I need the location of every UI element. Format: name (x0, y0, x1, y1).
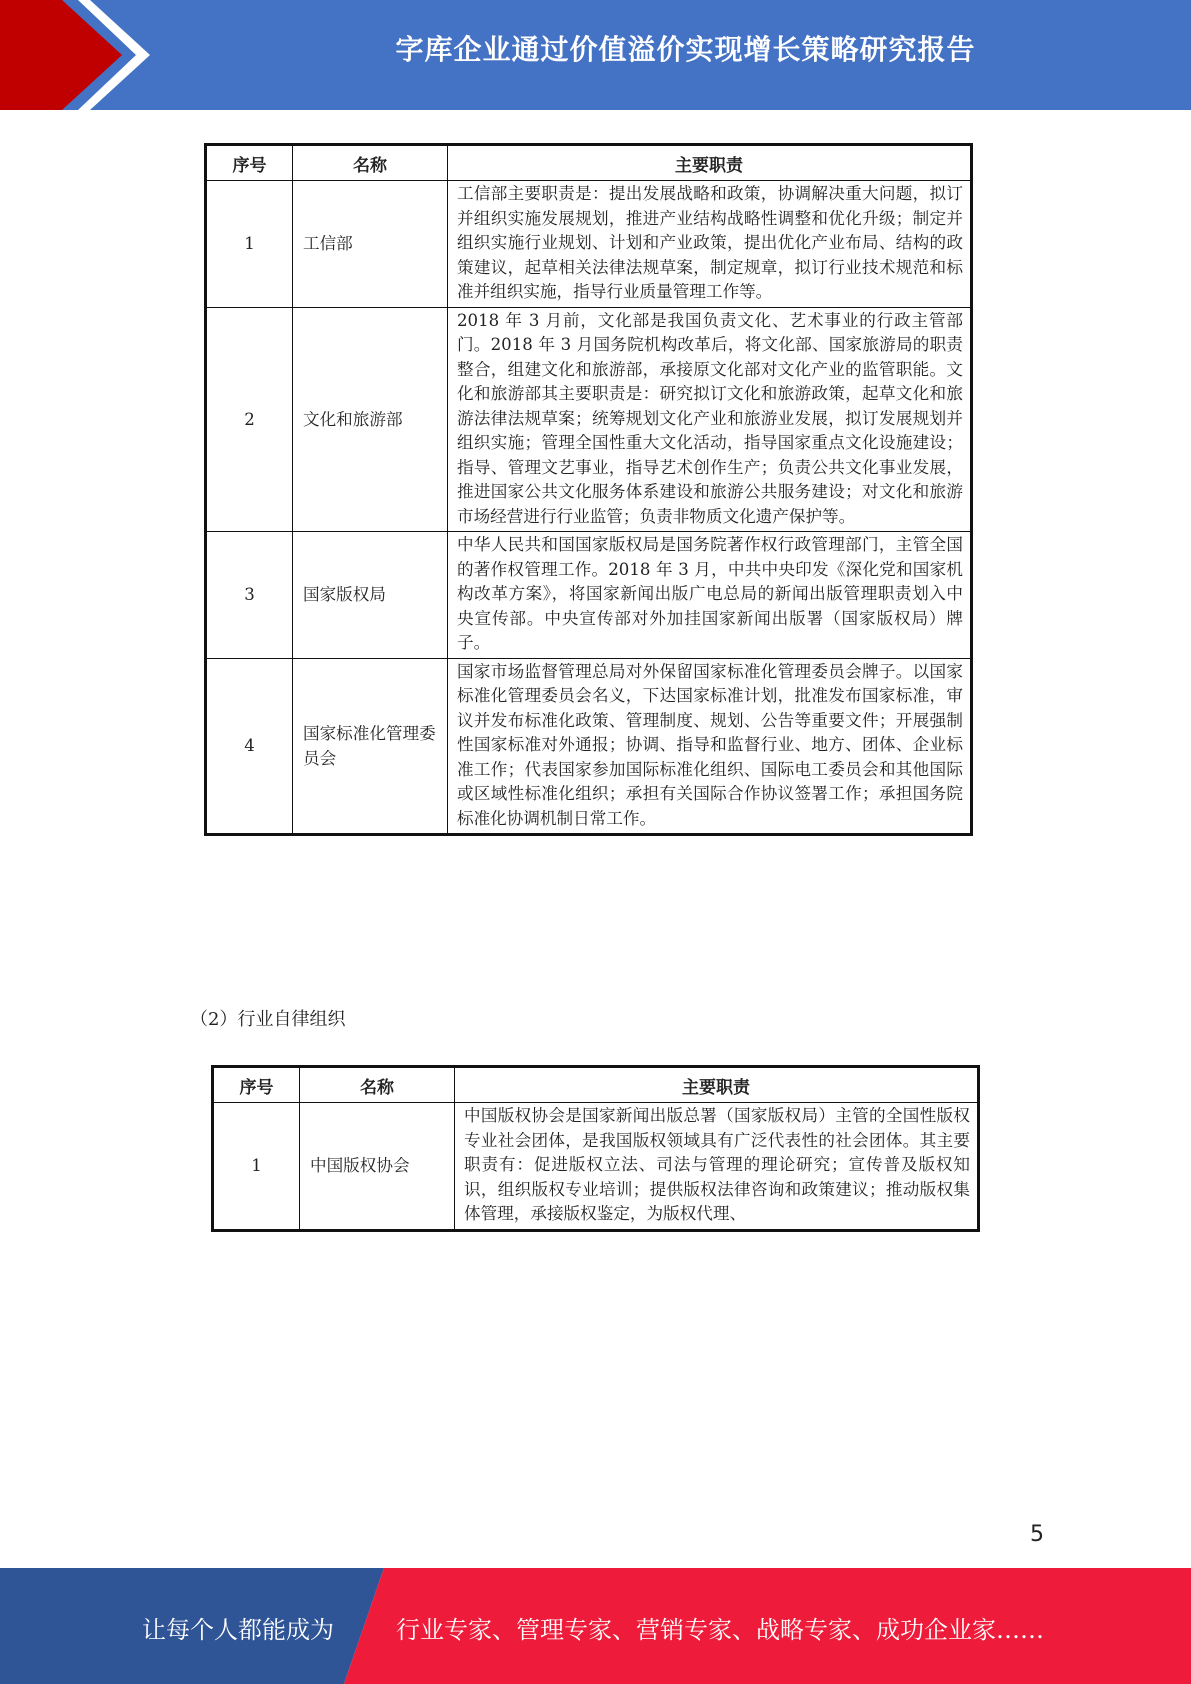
row-number: 4 (206, 658, 293, 835)
page-header (0, 0, 1191, 110)
org-duties: 中华人民共和国国家版权局是国务院著作权行政管理部门，主管全国的著作权管理工作。2018 年 3 月，中共中央印发《深化党和国家机构改革方案》，将国家新闻出版广电总局的新闻出版管理职责划入中央宣传部。中央宣传部对外加挂国家新闻出版署（国家版权局）牌子。 (448, 532, 972, 659)
column-header-name: 名称 (300, 1067, 455, 1103)
report-title: 字库企业通过价值溢价实现增长策略研究报告 (395, 33, 976, 66)
table-header-row (206, 145, 972, 181)
row-number: 1 (206, 181, 293, 308)
org-duties: 工信部主要职责是：提出发展战略和政策，协调解决重大问题，拟订并组织实施发展规划，推进产业结构战略性调整和优化升级；制定并组织实施行业规划、计划和产业政策，提出优化产业布局、结构的政策建议，起草相关法律法规草案，制定规章，拟订行业技术规范和标准并组织实施，指导行业质量管理工作等。 (448, 181, 972, 308)
org-name: 工信部 (293, 181, 448, 308)
org-name: 中国版权协会 (300, 1103, 455, 1231)
org-name: 国家标准化管理委员会 (293, 658, 448, 835)
table-header-row (213, 1067, 979, 1103)
page-footer (0, 1568, 1191, 1684)
column-header-no: 序号 (206, 145, 293, 181)
regulator-duties-table (204, 143, 973, 836)
footer-slogan-left: 让每个人都能成为 (142, 1616, 334, 1644)
footer-slogan-right: 行业专家、管理专家、营销专家、战略专家、成功企业家…… (396, 1616, 1044, 1644)
org-duties: 国家市场监督管理总局对外保留国家标准化管理委员会牌子。以国家标准化管理委员会名义，下达国家标准计划，批准发布国家标准，审议并发布标准化政策、管理制度、规划、公告等重要文件；开展强制性国家标准对外通报；协调、指导和监督行业、地方、团体、企业标准工作；代表国家参加国际标准化组织、国际电工委员会和其他国际或区域性标准化组织；承担有关国际合作协议签署工作；承担国务院标准化协调机制日常工作。 (448, 658, 972, 835)
column-header-duties: 主要职责 (455, 1067, 979, 1103)
column-header-no: 序号 (213, 1067, 300, 1103)
row-number: 1 (213, 1103, 300, 1231)
table-row (206, 658, 972, 835)
org-name: 文化和旅游部 (293, 307, 448, 532)
org-name: 国家版权局 (293, 532, 448, 659)
column-header-name: 名称 (293, 145, 448, 181)
table-row (206, 307, 972, 532)
org-duties: 2018 年 3 月前，文化部是我国负责文化、艺术事业的行政主管部门。2018 年 3 月国务院机构改革后，将文化部、国家旅游局的职责整合，组建文化和旅游部，承接原文化部对文化产业的监管职能。文化和旅游部其主要职责是：研究拟订文化和旅游政策，起草文化和旅游法律法规草案；统筹规划文化产业和旅游业发展，拟订发展规划并组织实施；管理全国性重大文化活动，指导国家重点文化设施建设；指导、管理文艺事业，指导艺术创作生产；负责公共文化事业发展，推进国家公共文化服务体系建设和旅游公共服务建设；对文化和旅游市场经营进行行业监管；负责非物质文化遗产保护等。 (448, 307, 972, 532)
table-row (206, 532, 972, 659)
industry-association-table (211, 1065, 980, 1232)
org-duties: 中国版权协会是国家新闻出版总署（国家版权局）主管的全国性版权专业社会团体，是我国版权领域具有广泛代表性的社会团体。其主要职责有：促进版权立法、司法与管理的理论研究；宣传普及版权知识，组织版权专业培训；提供版权法律咨询和政策建议；推动版权集体管理，承接版权鉴定，为版权代理、 (455, 1103, 979, 1231)
column-header-duties: 主要职责 (448, 145, 972, 181)
section-heading: （2）行业自律组织 (190, 1009, 346, 1030)
table-row (213, 1103, 979, 1231)
row-number: 2 (206, 307, 293, 532)
table-row (206, 181, 972, 308)
row-number: 3 (206, 532, 293, 659)
page-number: 5 (1030, 1522, 1044, 1547)
